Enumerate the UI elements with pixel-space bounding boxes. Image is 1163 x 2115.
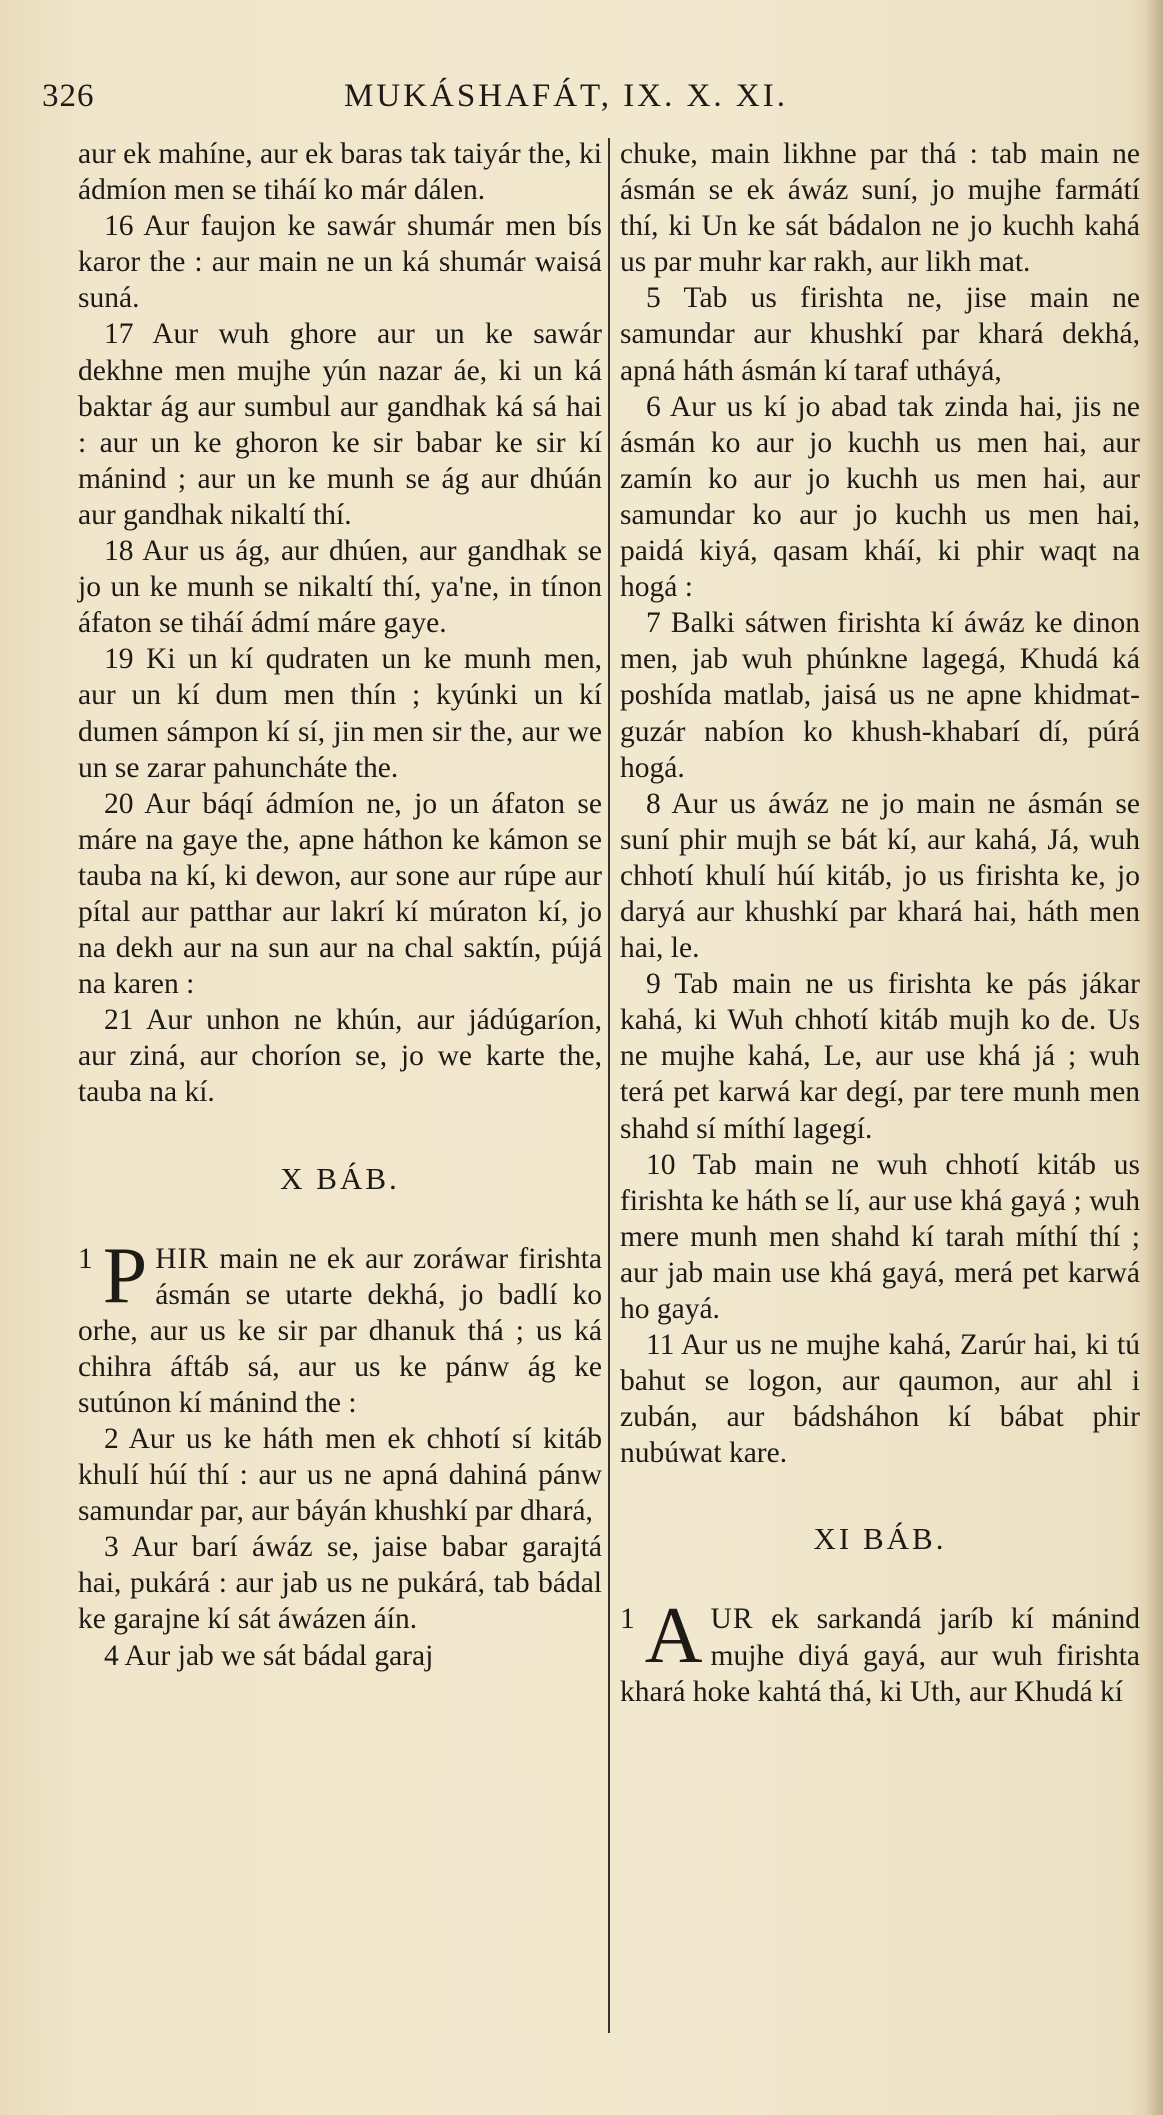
verse-paragraph: aur ek mahíne, aur ek baras tak taiyár the, ki ádmíon men se tiháí ko már dálen. bbox=[78, 138, 602, 207]
drop-cap: P bbox=[102, 1231, 148, 1320]
verse-paragraph: 9 Tab main ne us firishta ke pás jákar kahá, ki Wuh chhotí kitáb mujh ko de. Us ne mujhe kahá, Le, aur use khá já ; wuh terá pet karwá kar degí, par tere munh men shahd sí míthí lagegí. bbox=[620, 968, 1140, 1145]
chapter-opening-verse bbox=[620, 1592, 1140, 1709]
verse-number: 1 bbox=[620, 1603, 635, 1636]
verse-paragraph: 20 Aur báqí ádmíon ne, jo un áfaton se máre na gaye the, apne háthon ke kámon se tauba na kí, ki dewon, aur sone aur rúpe aur pítal aur patthar aur lakrí kí múraton kí, jo na dekh aur na sun aur na chal saktín, pújá na karen : bbox=[78, 787, 602, 1001]
verse-paragraph: 6 Aur us kí jo abad tak zinda hai, jis ne ásmán ko aur jo kuchh us men hai, aur zamín ko aur jo kuchh us men hai, aur samundar ko aur jo kuchh us men hai, paidá kiyá, qasam kháí, ki phir waqt na hogá : bbox=[620, 390, 1140, 604]
verse-text: main ne ek aur zoráwar firishta ásmán se utarte dekhá, jo badlí ko orhe, aur us ke sir par dhanuk thá ; us ká chihra áftáb sá, aur us ke pánw ág ke sutúnon kí mánind the : bbox=[78, 1242, 602, 1419]
verse-paragraph: 8 Aur us áwáz ne jo main ne ásmán se suní phir mujh se bát kí, aur kahá, Já, wuh chhotí khulí húí kitáb, jo us firishta ke, jo daryá aur khushkí par khará hai, háth men hai, le. bbox=[620, 787, 1140, 965]
verse-paragraph: 4 Aur jab we sát bádal garaj bbox=[104, 1639, 434, 1672]
right-column bbox=[620, 136, 1140, 1710]
column-divider bbox=[608, 138, 610, 2033]
running-title: MUKÁSHAFÁT, IX. X. XI. bbox=[344, 78, 788, 114]
verse-paragraph: 2 Aur us ke háth men ek chhotí sí kitáb khulí húí thí : aur us ne apná dahiná pánw samundar par, aur báyán khushkí par dhará, bbox=[78, 1423, 602, 1528]
chapter-heading: X BÁB. bbox=[280, 1160, 400, 1196]
verse-paragraph: 16 Aur faujon ke sawár shumár men bís karor the : aur main ne un ká shumár waisá suná. bbox=[78, 210, 602, 315]
verse-paragraph: 21 Aur unhon ne khún, aur jádúgaríon, aur ziná, aur choríon se, jo we karte the, tauba na kí. bbox=[78, 1004, 602, 1109]
verse-number: 1 bbox=[78, 1242, 93, 1275]
page-header bbox=[42, 78, 1132, 128]
verse-paragraph: 5 Tab us firishta ne, jise main ne samundar aur khushkí par khará dekhá, apná háth ásmán kí taraf utháyá, bbox=[620, 282, 1140, 387]
page-number: 326 bbox=[42, 78, 95, 114]
small-caps-word: UR bbox=[710, 1603, 754, 1636]
verse-paragraph: 11 Aur us ne mujhe kahá, Zarúr hai, ki tú bahut se logon, aur qaumon, aur ahl i zubán, aur bádsháhon kí bábat phir nubúwat kare. bbox=[620, 1329, 1140, 1470]
verse-paragraph: chuke, main likhne par thá : tab main ne ásmán se ek áwáz suní, jo mujhe farmátí thí, ki Un ke sát bádalon ne jo kuchh kahá us par muhr kar rakh, aur likh mat. bbox=[620, 138, 1140, 279]
verse-paragraph: 19 Ki un kí qudraten un ke munh men, aur un kí dum men thín ; kyúnki un kí dumen sámpon kí sí, jin men sir the, aur we un se zarar pahuncháte the. bbox=[78, 643, 602, 784]
verse-paragraph: 18 Aur us ág, aur dhúen, aur gandhak se jo un ke munh se nikaltí thí, ya'ne, in tínon áfaton se tiháí ádmí máre gaye. bbox=[78, 535, 602, 640]
verse-paragraph: 3 Aur barí áwáz se, jaise babar garajtá hai, pukárá : aur jab us ne pukárá, tab bádal ke garajne kí sát áwázen áín. bbox=[78, 1531, 602, 1636]
left-column bbox=[78, 136, 602, 1674]
verse-paragraph: 7 Balki sátwen firishta kí áwáz ke dinon men, jab wuh phúnkne lagegá, Khudá ká poshída matlab, jaisá us ne apne khidmat-guzár nabíon ko khush-khabarí dí, púrá hogá. bbox=[620, 607, 1140, 784]
page-edge-shadow bbox=[1145, 0, 1163, 2115]
verse-paragraph: 17 Aur wuh ghore aur un ke sawár dekhne men mujhe yún nazar áe, ki un ká baktar ág aur sumbul aur gandhak ká sá hai : aur un ke ghoron ke sir babar ke sir kí mánind ; aur un ke munh se ág aur dhúán aur gandhak nikaltí thí. bbox=[78, 318, 602, 531]
verse-paragraph: 10 Tab main ne wuh chhotí kitáb us firishta ke háth se lí, aur use khá gayá ; wuh mere munh men shahd kí tarah míthí thí ; aur jab main use khá gayá, merá pet karwá ho gayá. bbox=[620, 1148, 1140, 1325]
small-caps-word: HIR bbox=[155, 1242, 210, 1275]
chapter-heading: XI BÁB. bbox=[813, 1521, 947, 1557]
verse-text: ek sarkandá jaríb kí mánind mujhe diyá gayá, aur wuh firishta khará hoke kahtá thá, ki Uth, aur Khudá kí bbox=[620, 1603, 1140, 1708]
drop-cap: A bbox=[644, 1592, 703, 1681]
chapter-opening-verse bbox=[78, 1231, 602, 1421]
